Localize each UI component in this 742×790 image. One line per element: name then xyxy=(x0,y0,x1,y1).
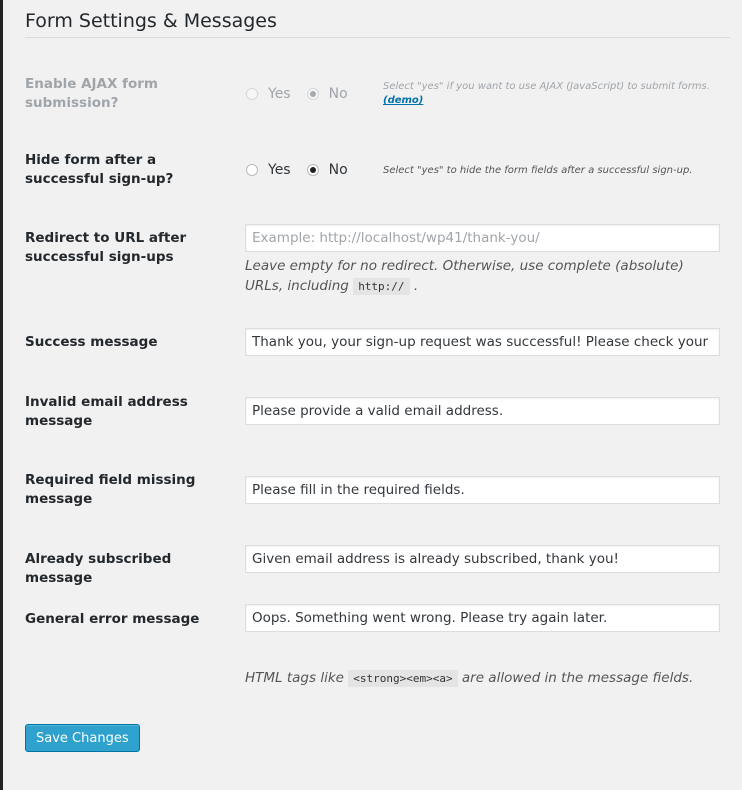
invalid-email-input[interactable] xyxy=(245,397,720,425)
ajax-yes-radio xyxy=(246,86,291,102)
hide-form-label: Hide form after a successful sign-up? xyxy=(25,152,174,187)
html-tags-note xyxy=(245,668,715,689)
ajax-no-radio xyxy=(307,86,348,102)
already-subscribed-label: Already subscribed message xyxy=(25,551,172,586)
hide-form-help: Select "yes" to hide the form fields after a successful sign-up. xyxy=(383,165,693,176)
ajax-radio-group xyxy=(246,86,364,102)
success-message-input[interactable] xyxy=(245,328,720,356)
redirect-label: Redirect to URL after successful sign-ups xyxy=(25,230,187,265)
general-error-label: General error message xyxy=(25,611,200,627)
ajax-yes-label: Yes xyxy=(268,86,291,102)
title-divider xyxy=(25,37,730,38)
hide-form-radio-group xyxy=(246,162,364,178)
hide-form-yes-radio[interactable] xyxy=(246,162,291,178)
ajax-demo-link[interactable]: (demo) xyxy=(383,95,424,106)
ajax-help-text: Select "yes" if you want to use AJAX (JavaScript) to submit forms. xyxy=(383,81,710,92)
invalid-email-label: Invalid email address message xyxy=(25,394,188,429)
redirect-help xyxy=(245,256,715,297)
required-missing-input[interactable] xyxy=(245,476,720,504)
html-tags-note-end: are allowed in the message fields. xyxy=(461,670,694,686)
hide-form-yes-label: Yes xyxy=(268,162,291,178)
radio-unchecked-icon[interactable] xyxy=(246,164,258,176)
already-subscribed-input[interactable] xyxy=(245,545,720,573)
html-tags-note-text: HTML tags like xyxy=(245,670,344,686)
page-title: Form Settings & Messages xyxy=(25,10,277,32)
radio-unchecked-icon xyxy=(246,88,258,100)
redirect-help-text: Leave empty for no redirect. Otherwise, use complete (absolute) URLs, including xyxy=(245,258,684,294)
redirect-url-input[interactable] xyxy=(245,224,720,252)
radio-checked-icon[interactable] xyxy=(307,164,319,176)
success-message-label: Success message xyxy=(25,334,158,350)
radio-checked-icon xyxy=(307,88,319,100)
required-missing-label: Required field missing message xyxy=(25,472,196,507)
redirect-help-code: http:// xyxy=(353,278,409,295)
save-changes-button[interactable]: Save Changes xyxy=(25,724,140,752)
hide-form-no-label: No xyxy=(328,162,348,178)
hide-form-no-radio[interactable] xyxy=(307,162,348,178)
general-error-input[interactable] xyxy=(245,604,720,632)
html-tags-code: <strong><em><a> xyxy=(348,670,457,687)
ajax-no-label: No xyxy=(328,86,348,102)
ajax-label: Enable AJAX form submission? xyxy=(25,76,158,111)
redirect-help-end: . xyxy=(413,278,419,294)
left-edge-border xyxy=(0,0,3,790)
ajax-help xyxy=(383,80,723,108)
